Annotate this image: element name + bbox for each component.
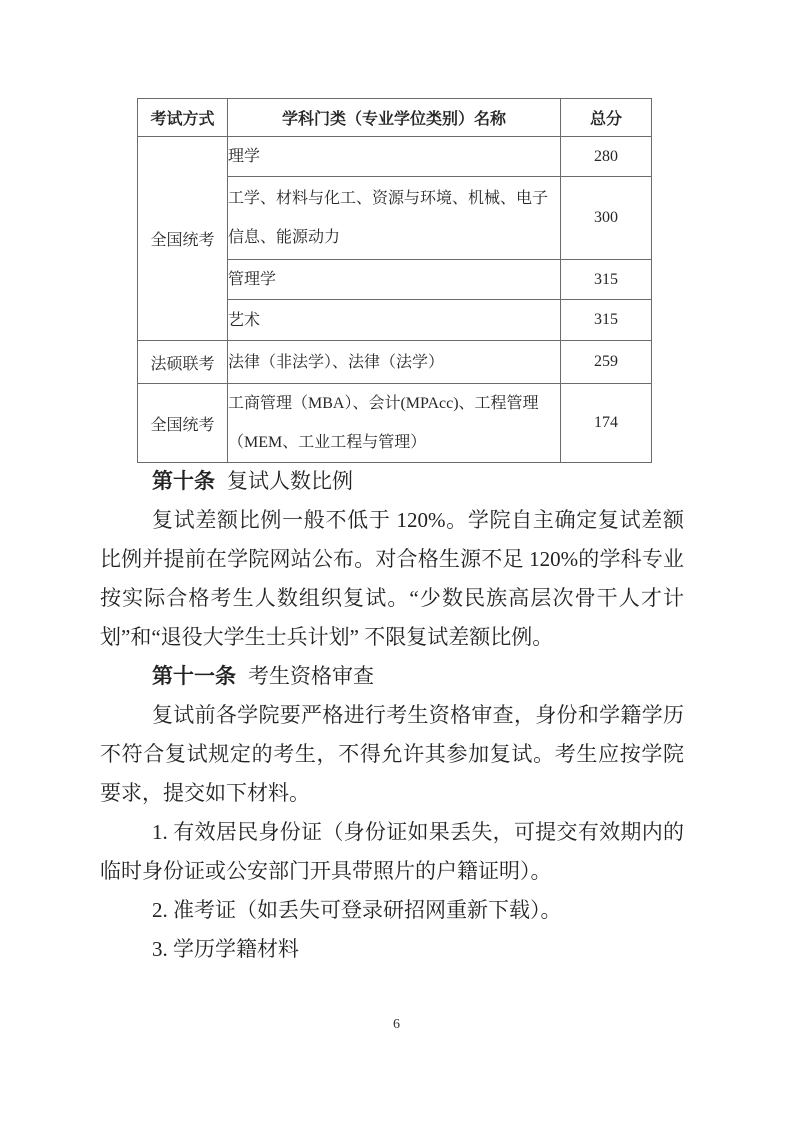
subject-cell: 理学 [228,137,561,177]
paragraph: 复试差额比例一般不低于 120%。学院自主确定复试差额比例并提前在学院网站公布。对合格生源不足 120%的学科专业按实际合格考生人数组织复试。“少数民族高层次骨干人才计划”和“退役大学生士兵计划” 不限复试差额比例。 [100,508,684,649]
list-item: 1. 有效居民身份证（身份证如果丢失，可提交有效期内的临时身份证或公安部门开具带照片的户籍证明）。 [100,820,684,883]
article-heading-11 [100,657,684,696]
article-title: 考生资格审查 [248,664,374,688]
subject-cell: 工学、材料与化工、资源与环境、机械、电子信息、能源动力 [228,177,561,260]
table-row [138,341,652,384]
score-cell: 300 [561,177,652,260]
paragraph: 复试前各学院要严格进行考生资格审查，身份和学籍学历不符合复试规定的考生，不得允许其参加复试。考生应按学院要求，提交如下材料。 [100,703,684,805]
article-number: 第十一条 [152,664,236,688]
article-title: 复试人数比例 [227,469,353,493]
score-cell: 174 [561,384,652,463]
exam-method-cell: 全国统考 [138,137,228,341]
page-number: 6 [393,1017,400,1032]
col-header-subject-category: 学科门类（专业学位类别）名称 [228,99,561,137]
col-header-total-score: 总分 [561,99,652,137]
score-cell: 259 [561,341,652,384]
exam-method-cell: 法硕联考 [138,341,228,384]
table-row [138,137,652,177]
score-table [137,98,652,463]
list-item: 2. 准考证（如丢失可登录研招网重新下载）。 [152,898,562,922]
list-item: 3. 学历学籍材料 [152,937,299,961]
document-body [100,462,684,969]
score-cell: 315 [561,300,652,341]
subject-cell: 工商管理（MBA）、会计(MPAcc)、工程管理（MEM、工业工程与管理） [228,384,561,463]
subject-cell: 管理学 [228,260,561,300]
score-cell: 315 [561,260,652,300]
table-row [138,384,652,463]
article-heading-10 [100,462,684,501]
article-number: 第十条 [152,469,215,493]
subject-cell: 艺术 [228,300,561,341]
col-header-exam-method: 考试方式 [138,99,228,137]
exam-method-cell: 全国统考 [138,384,228,463]
subject-cell: 法律（非法学）、法律（法学） [228,341,561,384]
table-header-row [138,99,652,137]
score-cell: 280 [561,137,652,177]
